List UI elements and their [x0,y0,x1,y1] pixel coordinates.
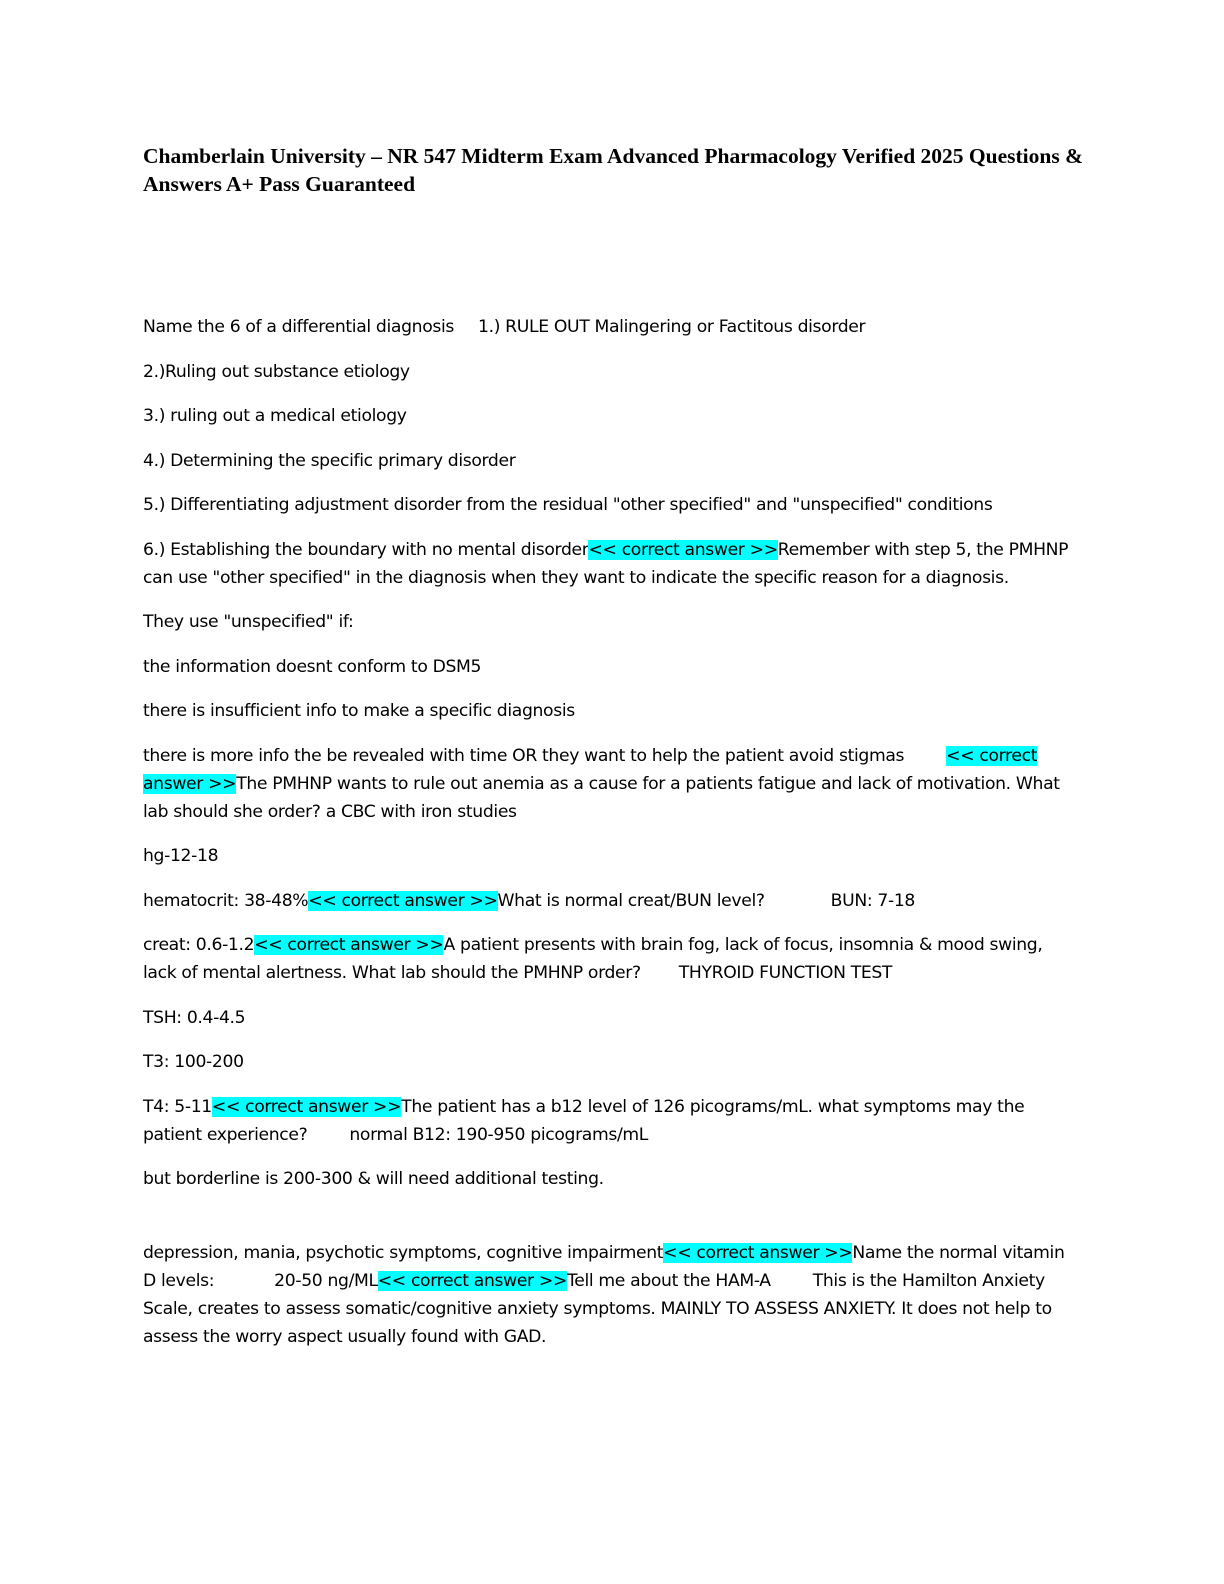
paragraph [143,536,1073,592]
question-text: Name the normal vitamin D levels: [143,1243,1065,1291]
paragraph [143,1239,1073,1351]
document-title: Chamberlain University – NR 547 Midterm Exam Advanced Pharmacology Verified 2025 Questions & Answers A+ Pass Guaranteed [143,144,1083,196]
answer-text: 1.) RULE OUT Malingering or Factitous disorder [478,317,866,337]
answer-text: normal B12: 190-950 picograms/mL [349,1124,649,1145]
paragraph: T3: 100-200 [143,1052,244,1072]
paragraph: there is insufficient info to make a specific diagnosis [143,701,575,721]
paragraph [143,931,1073,987]
correct-answer-marker: << correct answer >> [588,539,778,560]
paragraph: They use "unspecified" if: [143,612,354,632]
answer-text: hematocrit: 38-48% [143,890,309,911]
question-text: Name the 6 of a differential diagnosis [143,317,454,337]
paragraph: hg-12-18 [143,846,219,866]
question-text: Remember with step 5, the PMHNP can use "other specified" in the diagnosis when they want to indicate the specific reason for a diagnosis. [143,539,1069,588]
question-text: Tell me about the HAM-A [567,1271,771,1291]
answer-text: T4: 5-11 [143,1096,212,1117]
paragraph [143,887,1073,915]
paragraph: 2.)Ruling out substance etiology [143,361,410,382]
paragraph: the information doesnt conform to DSM5 [143,656,482,677]
answer-text: 6.) Establishing the boundary with no mental disorder [143,539,589,560]
answer-text: creat: 0.6-1.2 [143,935,255,955]
paragraph: but borderline is 200-300 & will need additional testing. [143,1169,604,1189]
correct-answer-marker: << correct answer >> [377,1271,567,1291]
paragraph: 3.) ruling out a medical etiology [143,406,407,426]
question-text: The patient has a b12 level of 126 picograms/mL. what symptoms may the patient experience? [143,1096,1025,1145]
correct-answer-marker: << correct answer >> [211,1096,402,1117]
paragraph [143,1093,1073,1149]
paragraph: 5.) Differentiating adjustment disorder from the residual "other specified" and "unspecified" conditions [143,495,993,515]
answer-text: THYROID FUNCTION TEST [678,963,893,983]
answer-text: 20-50 ng/ML [274,1271,378,1291]
document-body [143,313,1073,1368]
paragraph: TSH: 0.4-4.5 [143,1007,246,1028]
correct-answer-marker: << correct answer >> [254,935,444,955]
paragraph: 4.) Determining the specific primary disorder [143,450,516,471]
answer-text: BUN: 7-18 [830,890,915,911]
answer-text: depression, mania, psychotic symptoms, cognitive impairment [143,1243,664,1263]
correct-answer-marker: << correct answer >> [308,890,498,911]
paragraph [143,313,1073,341]
answer-text: This is the Hamilton Anxiety Scale, creates to assess somatic/cognitive anxiety symptoms. MAINLY TO ASSESS ANXIETY. It does not help to assess the worry aspect usually found with GAD. [143,1271,1052,1347]
answer-text: there is more info the be revealed with time OR they want to help the patient avoid stigmas [143,745,905,766]
correct-answer-marker: << correct answer >> [143,745,1038,794]
correct-answer-marker: << correct answer >> [663,1243,853,1263]
paragraph [143,742,1073,826]
question-text: A patient presents with brain fog, lack of focus, insomnia & mood swing, lack of mental alertness. What lab should the PMHNP order? [143,935,1043,983]
question-text: What is normal creat/BUN level? [497,890,765,911]
question-text: The PMHNP wants to rule out anemia as a cause for a patients fatigue and lack of motivation. What lab should she order? a CBC with iron studies [143,773,1060,822]
